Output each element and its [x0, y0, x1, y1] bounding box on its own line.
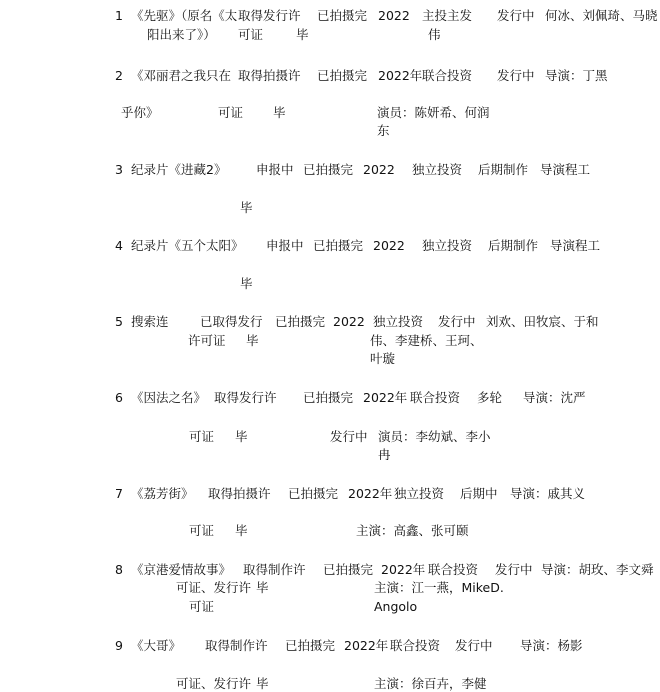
entry-text: 联合投资	[422, 68, 473, 83]
entry-text: 演员：李幼斌、李小	[378, 429, 491, 444]
entry-text: 导演：杨影	[520, 638, 583, 653]
entry-text: 已拍摄完	[303, 390, 354, 405]
entry-text: 已拍摄完	[288, 486, 339, 501]
entry-number: 8	[115, 562, 123, 577]
entry-text: 毕	[240, 276, 253, 291]
entry-text: 可证	[218, 105, 244, 120]
entry-text: 演员：陈妍希、何润	[377, 105, 490, 120]
entry-text: 多轮	[477, 390, 503, 405]
entry-text: 已拍摄完	[303, 162, 354, 177]
entry-number: 4	[115, 238, 123, 253]
entry-text: 2022年	[344, 638, 389, 653]
entry-number: 9	[115, 638, 123, 653]
entry-text: 乎你》	[121, 105, 159, 120]
entry-text: 纪录片《五个太阳》	[131, 238, 244, 253]
entry-text: 可证	[189, 523, 215, 538]
entry-text: 联合投资	[428, 562, 479, 577]
entry-text: 导演：沈严	[523, 390, 586, 405]
entry-text: 已拍摄完	[323, 562, 374, 577]
entry-text: 导演：丁黑	[545, 68, 608, 83]
entry-text: 取得发行许	[238, 8, 301, 23]
entry-text: 独立投资	[373, 314, 424, 329]
entry-number: 7	[115, 486, 123, 501]
entry-text: 主投主发	[422, 8, 473, 23]
entry-text: 发行中	[497, 8, 535, 23]
entry-text: 独立投资	[412, 162, 463, 177]
entry-text: 可证	[189, 429, 215, 444]
entry-text: 冉	[378, 447, 391, 462]
entry-text: 2022年	[381, 562, 426, 577]
entry-number: 2	[115, 68, 123, 83]
entry-text: 独立投资	[394, 486, 445, 501]
entry-text: 导演程工	[540, 162, 591, 177]
entry-text: 导演：胡玫、李文舜	[541, 562, 654, 577]
entry-text: 《大哥》	[131, 638, 182, 653]
entry-text: 《荔芳街》	[131, 486, 194, 501]
entry-text: 2022年	[348, 486, 393, 501]
entry-text: 2022	[373, 238, 405, 253]
entry-text: 毕	[240, 200, 253, 215]
entry-text: 《因法之名》	[131, 390, 207, 405]
entry-text: 后期中	[460, 486, 498, 501]
entry-text: 叶璇	[370, 351, 396, 366]
entry-text: 阳出来了》）	[147, 27, 216, 42]
entry-text: Angolo	[374, 599, 418, 614]
entry-text: 毕	[235, 429, 248, 444]
entry-text: 《京港爱情故事》	[131, 562, 232, 577]
entry-text: 导演：戚其义	[510, 486, 586, 501]
entry-text: 发行中	[438, 314, 476, 329]
entry-text: 《邓丽君之我只在	[131, 68, 232, 83]
entry-text: 刘欢、田牧宸、于和	[486, 314, 599, 329]
entry-text: 毕	[235, 523, 248, 538]
entry-text: 取得拍摄许	[208, 486, 271, 501]
entry-text: 取得发行许	[214, 390, 277, 405]
entry-text: 可证、发行许	[176, 676, 252, 691]
entry-text: 取得制作许	[205, 638, 268, 653]
entry-text: 2022年	[363, 390, 408, 405]
entry-text: 已拍摄完	[275, 314, 326, 329]
entry-text: 导演程工	[550, 238, 601, 253]
entry-text: 发行中	[455, 638, 493, 653]
entry-text: 毕	[256, 676, 269, 691]
entry-text: 发行中	[495, 562, 533, 577]
entry-text: 后期制作	[488, 238, 539, 253]
entry-text: 已拍摄完	[285, 638, 336, 653]
entry-text: 毕	[296, 27, 309, 42]
entry-text: 何冰、刘佩琦、马晓	[545, 8, 658, 23]
entry-text: 已取得发行	[200, 314, 263, 329]
entry-text: 已拍摄完	[317, 68, 368, 83]
entry-text: 东	[377, 123, 390, 138]
entry-text: 联合投资	[410, 390, 461, 405]
entry-text: 取得制作许	[243, 562, 306, 577]
entry-text: 发行中	[330, 429, 368, 444]
entry-text: 毕	[273, 105, 286, 120]
entry-text: 已拍摄完	[317, 8, 368, 23]
entry-text: 发行中	[497, 68, 535, 83]
entry-number: 6	[115, 390, 123, 405]
entry-text: 2022	[363, 162, 395, 177]
entry-text: 联合投资	[390, 638, 441, 653]
entry-text: 主演：高鑫、张可颐	[356, 523, 469, 538]
entry-text: 许可证	[188, 333, 226, 348]
entry-number: 1	[115, 8, 123, 23]
entry-text: 可证、发行许	[176, 580, 252, 595]
entry-text: 纪录片《进藏2》	[131, 162, 227, 177]
entry-text: 独立投资	[422, 238, 473, 253]
entry-text: 2022	[333, 314, 365, 329]
entry-text: 主演：徐百卉，李健	[374, 676, 487, 691]
entry-text: 后期制作	[478, 162, 529, 177]
entry-text: 取得拍摄许	[238, 68, 301, 83]
entry-text: 毕	[246, 333, 259, 348]
entry-text: 《先驱》（原名《太	[131, 8, 238, 23]
entry-number: 3	[115, 162, 123, 177]
entry-text: 伟、李建桥、王珂、	[370, 333, 483, 348]
entry-text: 申报中	[266, 238, 304, 253]
entry-number: 5	[115, 314, 123, 329]
entry-text: 可证	[238, 27, 264, 42]
entry-text: 伟	[428, 27, 441, 42]
entry-text: 2022年	[378, 68, 423, 83]
entry-text: 主演：江一燕，MikeD.	[374, 580, 504, 595]
entry-text: 已拍摄完	[313, 238, 364, 253]
entry-text: 搜索连	[131, 314, 169, 329]
entry-text: 2022	[378, 8, 410, 23]
entry-text: 毕	[256, 580, 269, 595]
entry-text: 可证	[189, 599, 215, 614]
entry-text: 申报中	[256, 162, 294, 177]
